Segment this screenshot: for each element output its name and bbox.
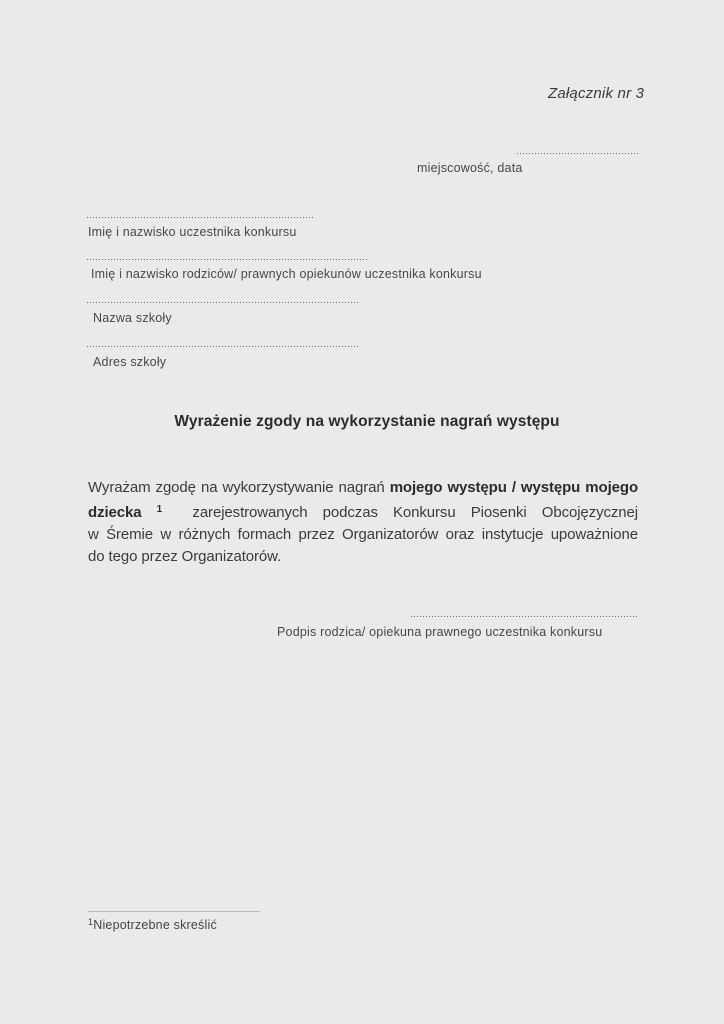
paragraph-line-2-text: zarejestrowanych podczas Konkursu Piosenki Obcojęzycznej bbox=[162, 504, 638, 521]
paragraph-line-1-bold-text: mojego występu / występu mojego bbox=[389, 479, 639, 496]
paragraph-line-3-text: w Śremie w różnych formach przez Organizatorów oraz instytucje upoważnione bbox=[88, 526, 638, 543]
paragraph-line-2 bbox=[88, 499, 638, 524]
footnote-number-superscript: 1 bbox=[88, 917, 94, 927]
attachment-number-label: Załącznik nr 3 bbox=[548, 85, 645, 102]
parents-name-blank-line bbox=[87, 258, 368, 260]
footnote-reference-superscript: 1 bbox=[156, 504, 163, 515]
footnote-text bbox=[88, 917, 217, 932]
signature-label: Podpis rodzica/ opiekuna prawnego uczestnika konkursu bbox=[277, 625, 603, 639]
school-name-blank-line bbox=[87, 301, 358, 303]
participant-name-label: Imię i nazwisko uczestnika konkursu bbox=[88, 225, 297, 239]
paragraph-line-4 bbox=[88, 546, 638, 568]
paragraph-line-2-bold-text: dziecka bbox=[88, 504, 157, 521]
document-title: Wyrażenie zgody na wykorzystanie nagrań występu bbox=[174, 413, 560, 430]
footnote-separator-rule bbox=[88, 911, 260, 912]
footnote-label: Niepotrzebne skreślić bbox=[93, 918, 217, 932]
consent-paragraph bbox=[88, 477, 638, 568]
participant-name-blank-line bbox=[87, 216, 313, 218]
paragraph-line-1-text: Wyrażam zgodę na wykorzystywanie nagrań bbox=[88, 479, 390, 496]
paragraph-line-3 bbox=[88, 524, 638, 546]
place-date-blank-line bbox=[517, 152, 638, 154]
place-date-label: miejscowość, data bbox=[417, 161, 523, 175]
signature-blank-line bbox=[411, 615, 638, 617]
school-address-blank-line bbox=[87, 345, 358, 347]
school-name-label: Nazwa szkoły bbox=[93, 311, 172, 325]
paragraph-line-4-text: do tego przez Organizatorów. bbox=[88, 548, 282, 565]
school-address-label: Adres szkoły bbox=[93, 355, 167, 369]
paragraph-line-1 bbox=[88, 477, 638, 499]
parents-name-label: Imię i nazwisko rodziców/ prawnych opiekunów uczestnika konkursu bbox=[91, 267, 482, 281]
